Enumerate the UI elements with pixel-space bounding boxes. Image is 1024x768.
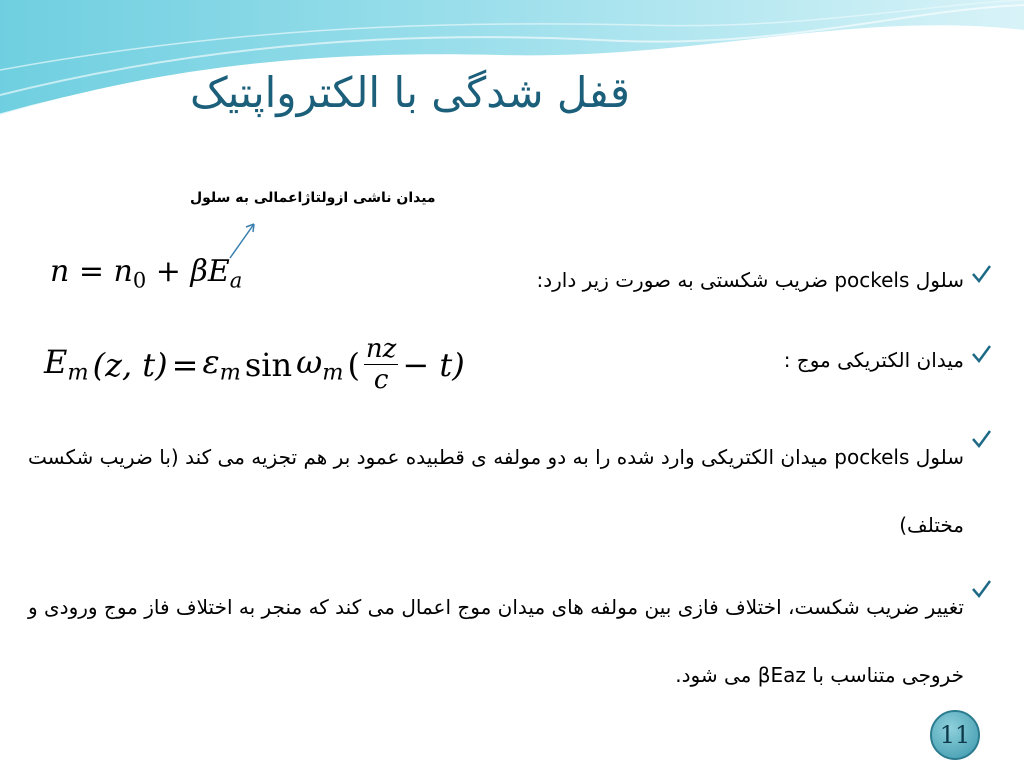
eq2-frac-den: c (373, 365, 389, 395)
eq1-E: E (207, 254, 230, 289)
bullet-polarization-split: سلول pockels میدان الکتریکی وارد شده را به دو مولفه ی قطبیده عمود بر هم تجزیه می کند (با ضریب شکست مختلف) (28, 445, 964, 537)
eq1-n0: n (113, 254, 133, 289)
refractive-index-equation (50, 254, 242, 292)
eq2-equals: = (171, 345, 199, 384)
bullet-phase-difference: تغییر ضریب شکست، اختلاف فازی بین مولفه های میدان موج اعمال می کند که منجر به اختلاف فاز موج ورودی و خروجی متناسب با βEaz می شود. (28, 595, 964, 687)
slide-title: قفل شدگی با الکترواپتیک (190, 68, 630, 117)
eq2-fraction (364, 336, 398, 393)
eq2-epsilon: ε (202, 343, 220, 382)
eq2-args: (z, t) (92, 345, 168, 384)
checkmark-icon (970, 578, 992, 600)
eq2-frac-num: nz (365, 334, 397, 364)
eq2-omega: ω (296, 343, 323, 382)
eq2-epsilon-sub: m (219, 359, 241, 386)
eq1-n0-sub: 0 (132, 268, 147, 293)
checkmark-icon (970, 343, 992, 365)
bullet-wave-field: میدان الکتریکی موج : (783, 348, 964, 372)
checkmark-icon (970, 263, 992, 285)
eq2-open-paren: ( (347, 345, 360, 384)
eq2-minus-t: − t) (402, 345, 465, 384)
eq1-n: n (50, 254, 70, 289)
checkmark-icon (970, 428, 992, 450)
bullet-pockels-index: سلول pockels ضریب شکستی به صورت زیر دارد: (536, 268, 964, 292)
eq2-m-sub: m (67, 359, 89, 386)
eq1-beta: β (190, 254, 208, 289)
eq1-plus: + (146, 254, 191, 289)
field-annotation: میدان ناشی ازولتاژاعمالی به سلول (190, 190, 436, 206)
wave-field-equation (44, 336, 465, 393)
eq2-sin: sin (244, 345, 293, 384)
eq1-equals: = (69, 254, 114, 289)
eq1-a-sub: a (229, 268, 243, 293)
eq2-E: E (44, 343, 68, 382)
eq2-omega-sub: m (322, 359, 344, 386)
page-number-badge: 11 (930, 710, 980, 760)
